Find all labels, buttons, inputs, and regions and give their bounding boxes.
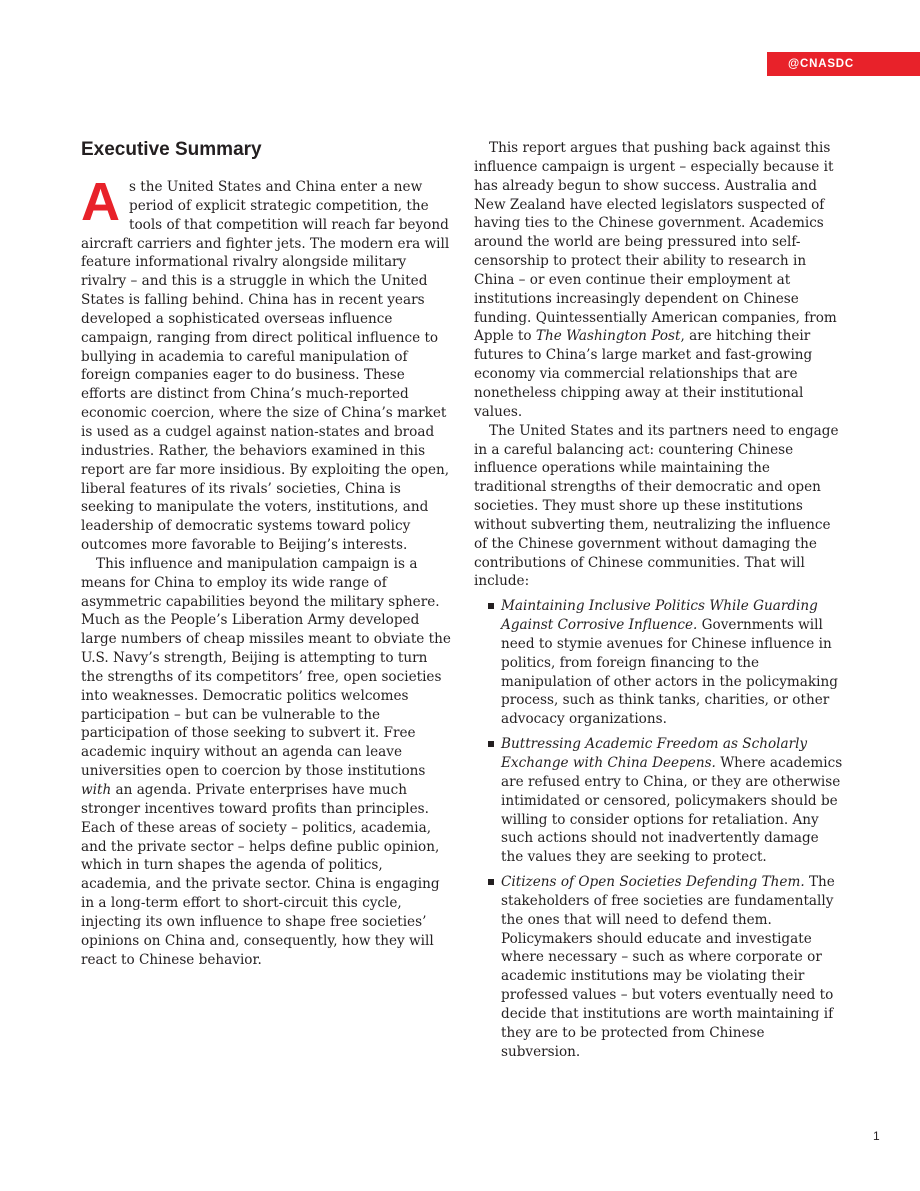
page-number: 1 — [873, 1129, 880, 1143]
section-title: Executive Summary — [81, 139, 262, 160]
paragraph-text: an agenda. Private enterprises have much stronger incentives toward profits than principles. Each of these areas of society – politics, academia, and the private sector – helps define public opinion, which in turn shapes the agenda of politics, academia, and the private sector. China is engaging in a long-term effort to short-circuit this cycle, injecting its own influence to shape free societies’ opinions on China and, consequently, how they will react to Chinese behavior. — [81, 782, 440, 968]
body-paragraph — [474, 139, 844, 422]
square-bullet-icon — [488, 879, 494, 885]
list-item — [474, 873, 844, 1061]
intro-paragraph — [81, 172, 451, 555]
recommendation-text: Governments will need to stymie avenues for Chinese influence in politics, from foreign financing to the manipulation of other actors in the policymaking process, such as think tanks, charities, or other advocacy organizations. — [501, 617, 838, 728]
paragraph-text: , are hitching their futures to China’s large market and fast-growing economy via commercial relationships that are nonetheless chipping away at their institutional values. — [474, 328, 813, 420]
square-bullet-icon — [488, 741, 494, 747]
publication-title: The Washington Post — [535, 328, 681, 345]
recommendation-text: The stakeholders of free societies are fundamentally the ones that will need to defend them. Policymakers should educate and investigate where necessary – such as where corporate or academic institutions may be violating their professed values – but voters eventually need to decide that institutions are worth maintaining if they are to be protected from Chinese subversion. — [501, 874, 835, 1060]
right-column — [474, 139, 844, 1068]
left-column — [81, 139, 451, 969]
recommendation-text: Where academics are refused entry to China, or they are otherwise intimidated or censored, policymakers should be willing to consider options for retaliation. Any such actions should not inadvertently damage the values they are seeking to protect. — [501, 755, 843, 866]
social-handle-tag: @CNASDC — [767, 52, 920, 76]
paragraph-text: This report argues that pushing back against this influence campaign is urgent – especially because it has already begun to show success. Australia and New Zealand have elected legislators suspected of having ties to the Chinese government. Academics around the world are being pressured into self-censorship to protect their ability to research in China – or even continue their employment at institutions increasingly dependent on Chinese funding. Quintessentially American companies, from Apple to — [474, 140, 837, 345]
recommendation-heading: Citizens of Open Societies Defending Them. — [501, 874, 805, 891]
recommendation-heading: Buttressing Academic Freedom as Scholarly Exchange with China Deepens. — [501, 736, 808, 771]
drop-cap: A — [81, 172, 120, 232]
body-paragraph — [81, 555, 451, 970]
list-item — [474, 597, 844, 729]
paragraph-text: This influence and manipulation campaign is a means for China to employ its wide range of asymmetric capabilities beyond the military sphere. Much as the People’s Liberation Army developed large numbers of cheap missiles meant to obviate the U.S. Navy’s strength, Beijing is attempting to turn the strengths of its competitors’ free, open societies into weaknesses. Democratic politics welcomes participation – but can be vulnerable to the participation of those seeking to subvert it. Free academic inquiry without an agenda can leave universities open to coercion by those institutions — [81, 555, 451, 780]
body-paragraph: The United States and its partners need to engage in a careful balancing act: countering Chinese influence operations while maintaining the traditional strengths of their democratic and open societies. They must shore up these institutions without subverting them, neutralizing the influence of the Chinese government without damaging the contributions of Chinese communities. That will include: — [474, 422, 839, 590]
recommendation-heading: Maintaining Inclusive Politics While Guarding Against Corrosive Influence. — [501, 598, 818, 634]
emphasis-text: with — [81, 782, 112, 798]
recommendations-list — [474, 597, 844, 1061]
intro-paragraph-text: s the United States and China enter a new period of explicit strategic competition, the tools of that competition will reach far beyond aircraft carriers and fighter jets. The modern era will feature informational rivalry alongside military rivalry – and this is a struggle in which the United States is falling behind. China has in recent years developed a sophisticated overseas influence campaign, ranging from direct political influence to bullying in academia to careful manipulation of foreign companies eager to do business. These efforts are distinct from China’s much-reported economic coercion, where the size of China’s market is used as a cudgel against nation-states and broad industries. Rather, the behaviors examined in this report are far more insidious. By exploiting the open, liberal features of its rivals’ societies, China is seeking to manipulate the voters, institutions, and leadership of democratic systems toward policy outcomes more favorable to Beijing’s interests. — [81, 179, 450, 554]
list-item — [474, 735, 844, 867]
square-bullet-icon — [488, 603, 494, 609]
